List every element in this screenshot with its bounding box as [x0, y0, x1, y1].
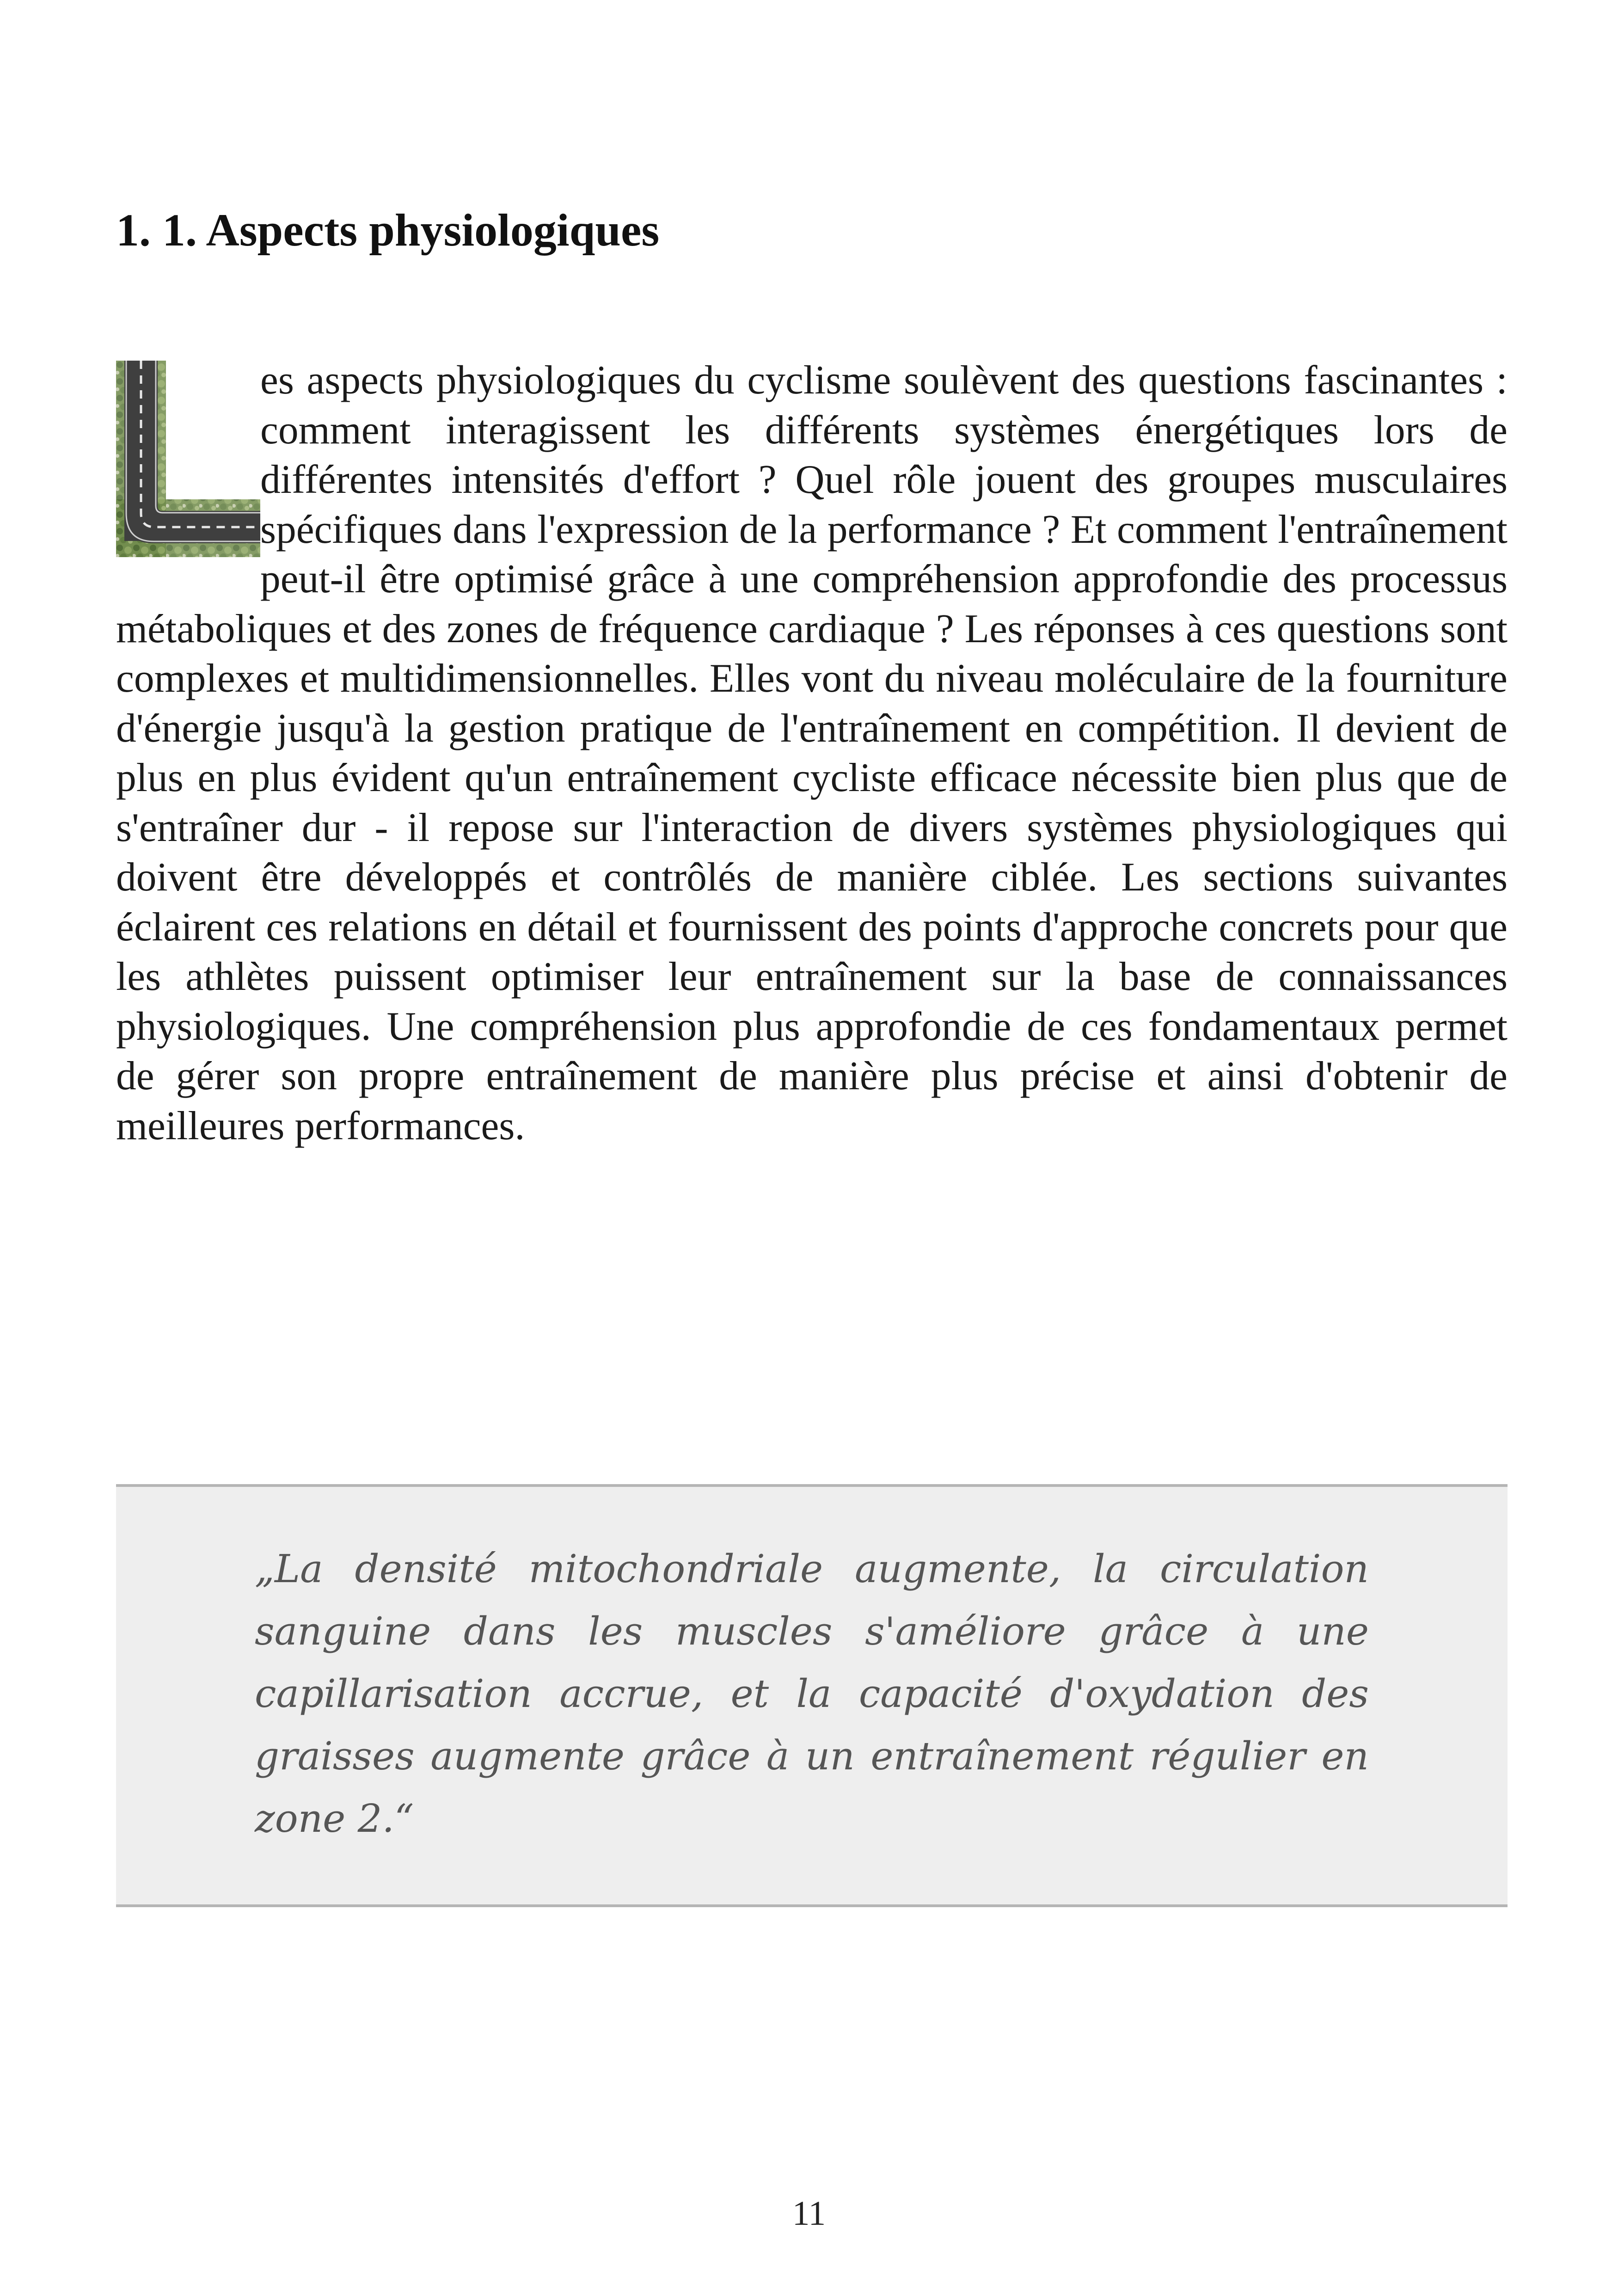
section-heading: 1. 1. Aspects physiologiques	[116, 204, 660, 256]
pull-quote-box	[116, 1484, 1508, 1907]
dropcap-road-letter-l	[116, 361, 260, 557]
pull-quote-text: „La densité mitochondriale augmente, la circulation sanguine dans les muscles s'améliore grâce à une capillarisation accrue, et la capacité d'oxydation des graisses augmente grâce à un entraînement régulier en zone 2.“	[255, 1547, 1369, 1841]
body-paragraph-block	[116, 355, 1508, 1150]
page-number: 11	[792, 2194, 826, 2233]
body-paragraph: es aspects physiologiques du cyclisme soulèvent des questions fascinantes : comment interagissent les différents systèmes énergétiques lors de différentes intensités d'effort ? Quel rôle jouent des groupes musculaires spécifiques dans l'expression de la performance ? Et comment l'entraînement peut-il être optimisé grâce à une compréhension approfondie des processus métaboliques et des zones de fréquence cardiaque ? Les réponses à ces questions sont complexes et multidimensionnelles. Elles vont du niveau moléculaire de la fourniture d'énergie jusqu'à la gestion pratique de l'entraînement en compétition. Il devient de plus en plus évident qu'un entraînement cycliste efficace nécessite bien plus que de s'entraîner dur - il repose sur l'interaction de divers systèmes physiologiques qui doivent être développés et contrôlés de manière ciblée. Les sections suivantes éclairent ces relations en détail et fournissent des points d'approche concrets pour que les athlètes puissent optimiser leur entraînement sur la base de connaissances physiologiques. Une compréhension plus approfondie de ces fondamentaux permet de gérer son propre entraînement de manière plus précise et ainsi d'obtenir de meilleures performances.	[116, 357, 1508, 1148]
